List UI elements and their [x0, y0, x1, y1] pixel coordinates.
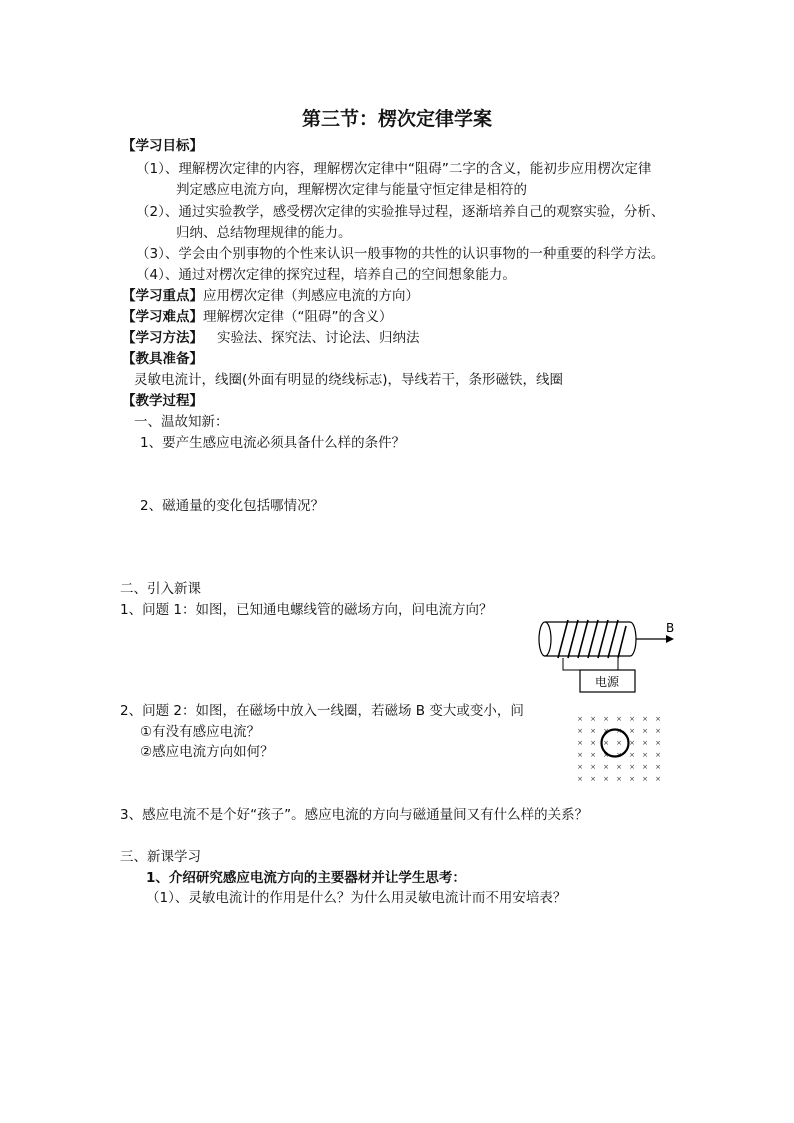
field-cross-mark: × — [577, 739, 583, 747]
goal-4: （4）、通过对楞次定律的探究过程，培养自己的空间想象能力。 — [136, 267, 516, 283]
field-cross-mark: × — [642, 727, 648, 735]
field-cross-mark: × — [603, 763, 609, 771]
field-cross-mark: × — [577, 763, 583, 771]
methods-line — [122, 329, 420, 347]
new-lesson-subtitle: 1、介绍研究感应电流方向的主要器材并让学生思考： — [146, 870, 466, 886]
field-cross-mark: × — [603, 751, 609, 759]
field-cross-mark: × — [590, 775, 596, 783]
field-cross-mark: × — [655, 751, 661, 759]
power-source-label: 电源 — [594, 675, 620, 689]
field-cross-mark: × — [642, 763, 648, 771]
field-cross-mark: × — [629, 751, 635, 759]
intro-question-2-a: ①有没有感应电流？ — [140, 724, 261, 740]
field-cross-mark: × — [616, 763, 622, 771]
field-cross-mark: × — [616, 715, 622, 723]
goal-1-line-2: 判定感应电流方向，理解楞次定律与能量守恒定律是相符的 — [176, 182, 527, 198]
equipment-text: 灵敏电流计，线圈(外面有明显的绕线标志)，导线若干，条形磁铁，线圈 — [134, 372, 564, 388]
field-cross-mark: × — [655, 763, 661, 771]
difficulty-line — [122, 308, 393, 326]
field-cross-mark: × — [603, 715, 609, 723]
difficulty-heading: 【学习难点】 — [122, 309, 203, 325]
field-cross-mark: × — [642, 715, 648, 723]
intro-question-2: 2、问题 2：如图，在磁场中放入一线圈，若磁场 B 变大或变小，问 — [120, 703, 524, 719]
review-question-2: 2、磁通量的变化包括哪情况？ — [140, 498, 325, 514]
field-cross-mark: × — [577, 727, 583, 735]
field-cross-mark: × — [655, 727, 661, 735]
field-cross-mark: × — [590, 763, 596, 771]
intro-title: 二、引入新课 — [120, 581, 201, 597]
intro-question-2-b: ②感应电流方向如何？ — [140, 744, 274, 760]
field-cross-mark: × — [655, 715, 661, 723]
field-cross-mark: × — [603, 739, 609, 747]
review-title: 一、温故知新： — [134, 414, 229, 430]
methods-text: 实验法、探究法、讨论法、归纳法 — [217, 330, 420, 346]
intro-question-1: 1、问题 1：如图，已知通电螺线管的磁场方向，问电流方向？ — [120, 602, 493, 618]
field-cross-mark: × — [629, 775, 635, 783]
field-cross-mark: × — [603, 727, 609, 735]
page-title: 第三节：楞次定律学案 — [301, 108, 492, 130]
process-heading: 【教学过程】 — [122, 393, 203, 409]
field-cross-mark: × — [590, 739, 596, 747]
field-cross-mark: × — [655, 775, 661, 783]
goal-2-line-2: 归纳、总结物理规律的能力。 — [176, 225, 352, 241]
field-arrow-icon — [666, 635, 674, 643]
key-point-line — [122, 287, 419, 305]
field-cross-mark: × — [642, 751, 648, 759]
goal-3: （3）、学会由个别事物的个性来认识一般事物的共性的认识事物的一种重要的科学方法。 — [136, 246, 665, 262]
equipment-heading: 【教具准备】 — [122, 351, 203, 367]
review-question-1: 1、要产生感应电流必须具备什么样的条件？ — [140, 435, 406, 451]
field-cross-mark: × — [642, 739, 648, 747]
intro-question-3: 3、感应电流不是个好“孩子”。感应电流的方向与磁通量间又有什么样的关系？ — [120, 807, 589, 823]
field-cross-mark: × — [616, 739, 622, 747]
field-cross-mark: × — [616, 775, 622, 783]
field-cross-mark: × — [655, 739, 661, 747]
field-cross-mark: × — [616, 751, 622, 759]
solenoid-figure — [530, 618, 680, 698]
goal-2-line-1: （2）、通过实验教学，感受楞次定律的实验推导过程，逐渐培养自己的观察实验，分析、 — [136, 204, 665, 220]
field-cross-mark: × — [629, 727, 635, 735]
difficulty-text: 理解楞次定律（“阻碍”的含义） — [203, 309, 393, 325]
field-cross-mark: × — [629, 715, 635, 723]
goals-heading: 【学习目标】 — [122, 138, 203, 154]
field-cross-mark: × — [577, 775, 583, 783]
field-cross-mark: × — [616, 727, 622, 735]
goal-1-line-1: （1）、理解楞次定律的内容，理解楞次定律中“阻碍”二字的含义，能初步应用楞次定律 — [136, 161, 652, 177]
methods-heading: 【学习方法】 — [122, 330, 203, 346]
field-cross-mark: × — [577, 751, 583, 759]
field-cross-mark: × — [629, 763, 635, 771]
new-lesson-title: 三、新课学习 — [120, 849, 201, 865]
field-cross-mark: × — [629, 739, 635, 747]
field-cross-mark: × — [642, 775, 648, 783]
field-cross-mark: × — [590, 715, 596, 723]
field-cross-mark: × — [590, 751, 596, 759]
field-cross-mark: × — [577, 715, 583, 723]
field-b-label: B — [666, 621, 675, 635]
field-cross-mark: × — [603, 775, 609, 783]
magnetic-field-figure — [575, 713, 665, 783]
key-point-text: 应用楞次定律（判感应电流的方向） — [203, 288, 419, 304]
new-lesson-question-1: （1）、灵敏电流计的作用是什么？为什么用灵敏电流计而不用安培表？ — [146, 890, 567, 906]
field-cross-mark: × — [590, 727, 596, 735]
key-point-heading: 【学习重点】 — [122, 288, 203, 304]
